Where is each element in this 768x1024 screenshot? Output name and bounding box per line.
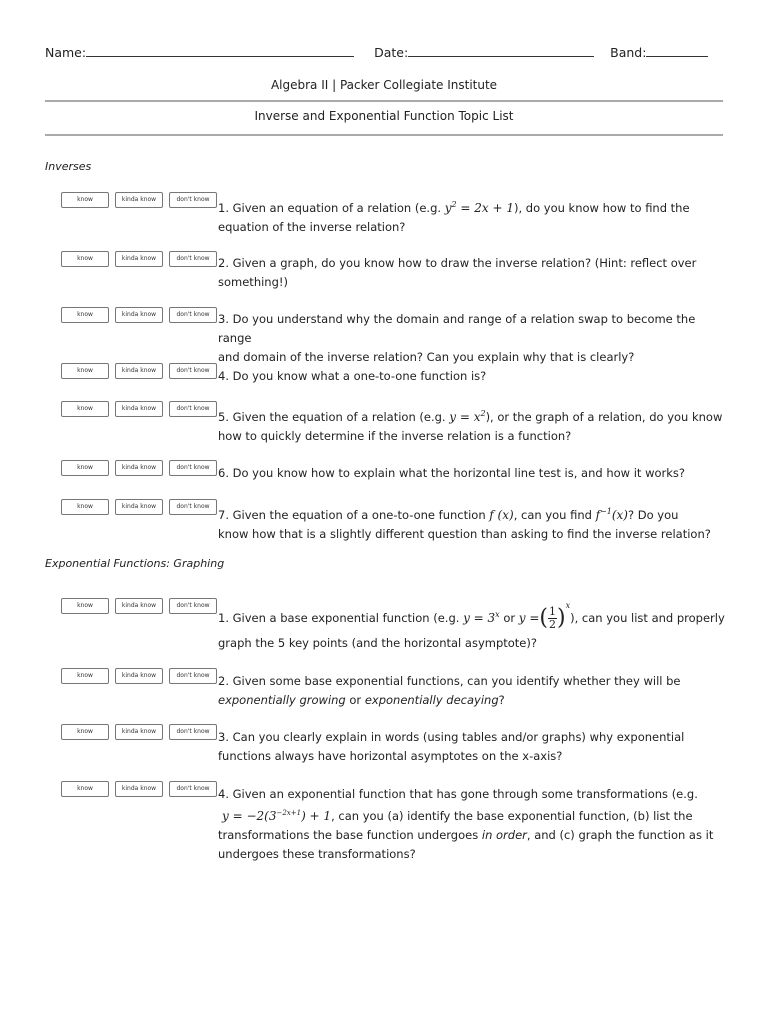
fraction: $\frac{1}{2}$ [549,605,557,631]
date-blank[interactable] [408,44,594,57]
kinda-know-button[interactable]: kinda know [115,781,163,797]
dont-know-button[interactable]: don't know [169,499,217,515]
question-inverse-5: 5. Given the equation of a relation (e.g. $y = x^2$), or the graph of a relation, do you know how to quickly determine if the inverse relation is a function? [218,409,723,443]
question-exponential-3: 3. Can you clearly explain in words (using tables and/or graphs) why exponential functions always have horizontal asymptotes on the x-axis? [218,730,685,763]
dont-know-button[interactable]: don't know [169,363,217,379]
math-expression: y = [518,611,540,625]
know-button[interactable]: know [61,307,109,323]
question-inverse-2: 2. Given a graph, do you know how to draw the inverse relation? (Hint: reflect over something!) [218,256,697,289]
know-button[interactable]: know [61,668,109,684]
topic-title: Inverse and Exponential Function Topic List [254,109,514,123]
question-exponential-2: 2. Given some base exponential functions, can you identify whether they will be exponentially growing or exponentially decaying? [218,674,681,707]
header-fields [45,44,708,60]
open-paren: ( [539,605,549,631]
math-expression: $f^{-1}(x)$ [595,507,628,522]
kinda-know-button[interactable]: kinda know [115,598,163,614]
dont-know-button[interactable]: don't know [169,307,217,323]
kinda-know-button[interactable]: kinda know [115,192,163,208]
math-expression: $y = 3^x$ [463,610,500,625]
kinda-know-button[interactable]: kinda know [115,460,163,476]
band-label: Band: [610,45,647,60]
dont-know-button[interactable]: don't know [169,251,217,267]
divider-top [45,100,723,102]
section-title-exponential: Exponential Functions: Graphing [45,557,225,570]
dont-know-button[interactable]: don't know [169,668,217,684]
dont-know-button[interactable]: don't know [169,192,217,208]
close-paren: ) [557,605,566,631]
question-inverse-6: 6. Do you know how to explain what the horizontal line test is, and how it works? [218,466,686,480]
math-expression: $y = -2(3^{-2x+1}) + 1$ [222,809,332,823]
know-button[interactable]: know [61,401,109,417]
math-expression: $y = x^2$ [449,409,486,424]
math-expression: $y^2 = 2x + 1$ [444,200,514,215]
kinda-know-button[interactable]: kinda know [115,251,163,267]
question-exponential-4: 4. Given an exponential function that has gone through some transformations (e.g. $y = -2(3^{-2x+1}) + 1$, can you (a) identify the base exponential function, (b) list the transformations the base function undergoes in order, and (c) graph the function as it undergoes these transformations? [218,787,714,861]
band-blank[interactable] [646,44,708,57]
know-button[interactable]: know [61,460,109,476]
kinda-know-button[interactable]: kinda know [115,724,163,740]
kinda-know-button[interactable]: kinda know [115,363,163,379]
question-inverse-3: 3. Do you understand why the domain and range of a relation swap to become the range and domain of the inverse relation? Can you explain why that is clearly? [218,312,696,364]
school-name: Algebra II | Packer Collegiate Institute [270,78,498,92]
math-expression: f (x) [489,508,514,522]
know-button[interactable]: know [61,781,109,797]
name-label: Name: [45,45,87,60]
question-inverse-1: 1. Given an equation of a relation (e.g. $y^2 = 2x + 1$), do you know how to find the equation of the inverse relation? [218,200,690,234]
know-button[interactable]: know [61,192,109,208]
know-button[interactable]: know [61,598,109,614]
divider-bottom [45,134,723,136]
dont-know-button[interactable]: don't know [169,460,217,476]
dont-know-button[interactable]: don't know [169,401,217,417]
name-blank[interactable] [86,44,354,57]
know-button[interactable]: know [61,251,109,267]
section-title-inverses: Inverses [45,160,92,173]
dont-know-button[interactable]: don't know [169,598,217,614]
kinda-know-button[interactable]: kinda know [115,668,163,684]
dont-know-button[interactable]: don't know [169,724,217,740]
know-button[interactable]: know [61,499,109,515]
question-inverse-4: 4. Do you know what a one-to-one function is? [218,369,487,383]
know-button[interactable]: know [61,363,109,379]
know-button[interactable]: know [61,724,109,740]
kinda-know-button[interactable]: kinda know [115,499,163,515]
question-exponential-1: 1. Given a base exponential function (e.g. $y = 3^x$ or y =( $\frac{1}{2}$ )$^x$), can you list and properly graph the 5 key points (and the horizontal asymptote)? [218,601,725,650]
kinda-know-button[interactable]: kinda know [115,307,163,323]
question-inverse-7: 7. Given the equation of a one-to-one function f (x), can you find $f^{-1}(x)$? Do you know how that is a slightly different question than asking to find the inverse relation? [218,507,711,541]
dont-know-button[interactable]: don't know [169,781,217,797]
kinda-know-button[interactable]: kinda know [115,401,163,417]
date-label: Date: [374,45,409,60]
